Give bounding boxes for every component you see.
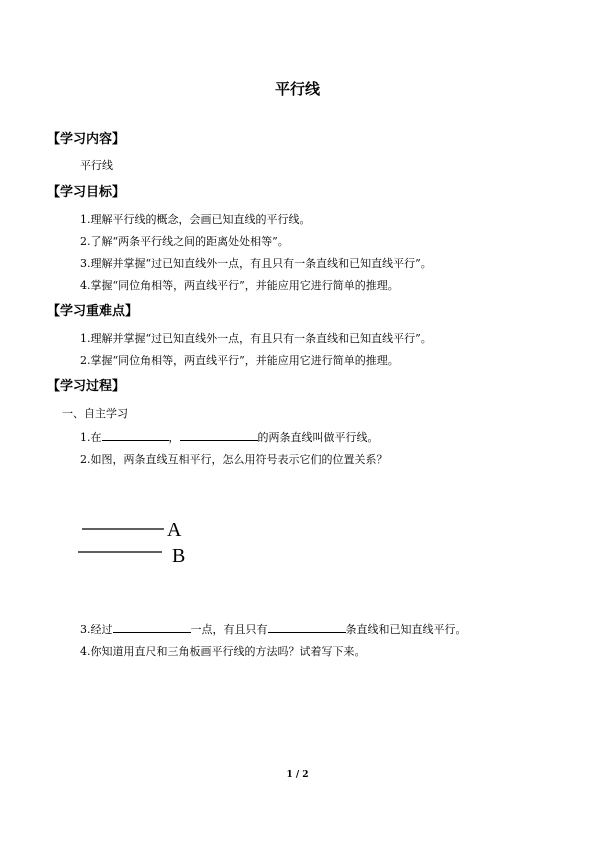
question-1-sep: ， — [168, 431, 180, 444]
question-3-blank-2[interactable] — [268, 620, 346, 633]
key-point-item-1: 1.理解并掌握“过已知直线外一点，有且只有一条直线和已知直线平行”。 — [80, 332, 432, 345]
parallel-lines-figure — [70, 508, 210, 572]
goal-item-1: 1.理解平行线的概念，会画已知直线的平行线。 — [80, 213, 311, 226]
question-3-middle: 一点，有且只有 — [190, 623, 268, 636]
question-2: 2.如图，两条直线互相平行，怎么用符号表示它们的位置关系？ — [80, 453, 388, 466]
goal-item-3: 3.理解并掌握“过已知直线外一点，有且只有一条直线和已知直线平行”。 — [80, 257, 432, 270]
line-a-label: A — [167, 519, 182, 541]
process-subheading: 一、自主学习 — [62, 407, 128, 420]
goal-item-4: 4.掌握“同位角相等，两直线平行”，并能应用它进行简单的推理。 — [80, 279, 399, 292]
question-3-suffix: 条直线和已知直线平行。 — [345, 623, 467, 636]
question-1 — [80, 428, 379, 445]
section-heading-goals: 【学习目标】 — [47, 185, 126, 200]
key-point-item-2: 2.掌握“同位角相等，两直线平行”，并能应用它进行简单的推理。 — [80, 354, 399, 367]
question-3-blank-1[interactable] — [113, 620, 191, 633]
question-1-suffix: 的两条直线叫做平行线。 — [257, 431, 379, 444]
page-number: 1 / 2 — [286, 770, 309, 780]
section-heading-process: 【学习过程】 — [47, 379, 126, 394]
page-title: 平行线 — [274, 80, 320, 98]
section-heading-key-points: 【学习重难点】 — [47, 304, 139, 319]
line-b-label: B — [172, 545, 186, 567]
question-1-blank-2[interactable] — [180, 428, 258, 441]
question-3 — [80, 620, 467, 637]
question-1-prefix: 1.在 — [80, 431, 102, 444]
question-3-prefix: 3.经过 — [80, 623, 113, 636]
content-text: 平行线 — [80, 159, 113, 172]
question-1-blank-1[interactable] — [102, 428, 169, 441]
question-4: 4.你知道用直尺和三角板画平行线的方法吗？试着写下来。 — [80, 645, 366, 658]
goal-item-2: 2.了解“两条平行线之间的距离处处相等”。 — [80, 235, 289, 248]
section-heading-content: 【学习内容】 — [47, 132, 126, 147]
